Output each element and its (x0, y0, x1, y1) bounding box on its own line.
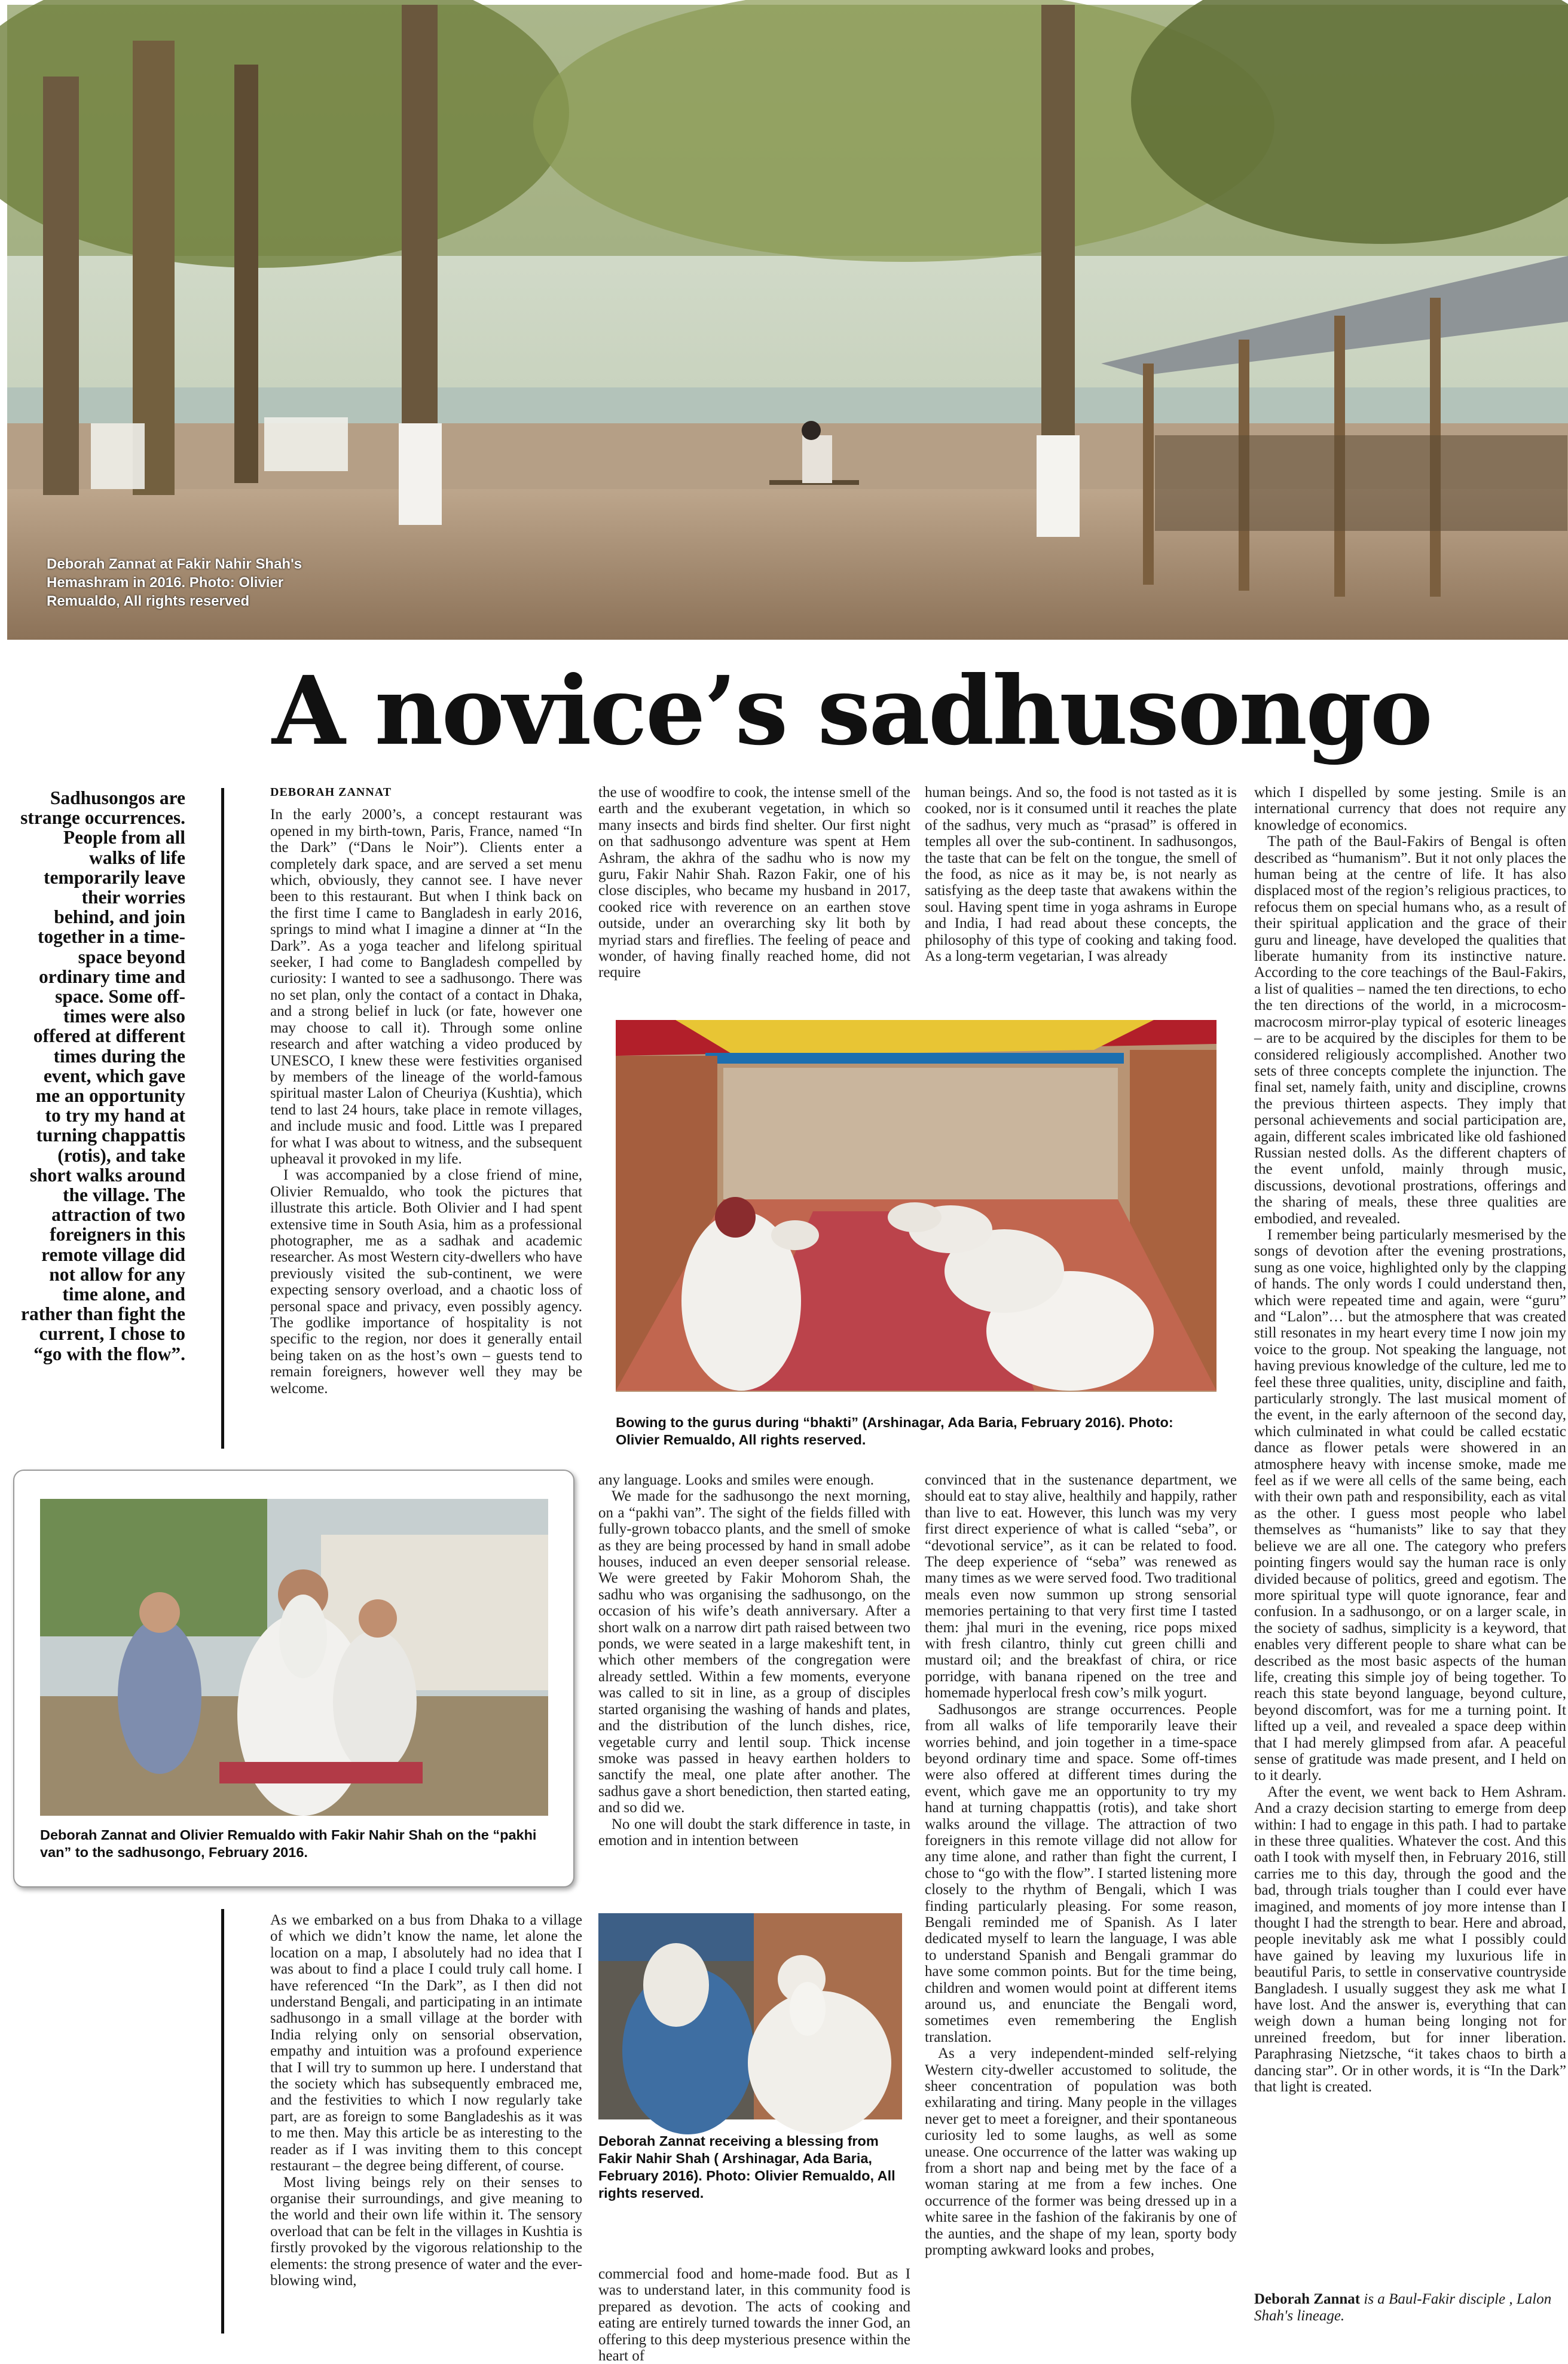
paragraph: In the early 2000’s, a concept restaurant was opened in my birth-town, Paris, France, named “In the Dark” (“Dans le Noir”). Clients enter a completely dark space, and are served a set menu which, obviously, they cannot see. I have never been to this restaurant. But when I think back on the first time I came to Bangladesh in early 2016, springs to mind what I imagine a dinner at “In the Dark”. As a yoga teacher and lifelong spiritual seeker, I had come to Bangladesh compelled by curiosity: I wanted to see a sadhusongo. There was no set plan, only the contact of a contact in Dhaka, and a strong belief in luck (or fate, however one may choose to call it). Through some online research and after watching a video produced by UNESCO, I knew these were festivities organised by members of the lineage of the world-famous spiritual master Lalon of Cheuriya (Kushtia), which tend to last 24 hours, take place in remote villages, and include music and food. Little was I prepared for what I was about to witness, and the subsequent upheaval it provoked in my life. (270, 807, 582, 1167)
paragraph: human beings. And so, the food is not tasted as it is cooked, nor is it consumed until it reaches the plate of the sadhus, very much as “prasad” is offered in temples all over the sub-continent. In sadhusongos, the taste that can be felt on the tongue, the smell of the food, as nice as it may be, is not nearly as satisfying as the deep taste that awakens within the soul. Having spent time in yoga ashrams in Europe and India, I had read about these concepts, the philosophy of this type of cooking and taking food. As a long-term vegetarian, I was already (925, 784, 1237, 965)
column-5 (1254, 784, 1566, 2312)
lower-column-2b (598, 2266, 910, 2364)
column-1 (270, 784, 582, 1455)
paragraph: Sadhusongos are strange occurrences. People from all walks of life temporarily leave their worries behind, and join together in a time-space beyond ordinary time and space. Some off-times were also offered at different times during the event, which gave me an opportunity to try my hand at turning chappattis (rotis), and take short walks around the village. The attraction of two foreigners in this remote village did not allow for any time alone, and rather than fight the current, I chose to “go with the flow”. I started listening more closely to the rhythm of Bengali, which I was finding particularly pleasing. For some reason, Bengali reminded me of Spanish. As I later dedicated myself to learn the language, I was able to understand Spanish and Bengali grammar do have some common points. But for the time being, children and women would point at different items around us, and enunciate the Bengali word, sometimes even remembering the English translation. (925, 1701, 1237, 2045)
pakhi-van-photo-illustration (40, 1499, 548, 1816)
lower-column-rule (221, 1909, 224, 2334)
pakhi-van-photo (40, 1499, 548, 1816)
paragraph: I was accompanied by a close friend of mine, Olivier Remualdo, who took the pictures that illustrate this article. Both Olivier and I had spent extensive time in South Asia, him as a professional photographer, me as a sadhak and academic researcher. As most Western city-dwellers who have previously visited the sub-continent, we were expecting sensory overload, and a chaotic loss of personal space and privacy, even possibly agency. The godlike importance of hospitality is not specific to the region, nor does it generally entail being taken on as the host’s own – guests tend to remain foreigners, however well they may be welcome. (270, 1167, 582, 1397)
paragraph: No one will doubt the stark difference in taste, in emotion and in intention between (598, 1816, 910, 1849)
paragraph: which I dispelled by some jesting. Smile is an international currency that does not require any knowledge of economics. (1254, 784, 1566, 833)
author-name: Deborah Zannat (1254, 2291, 1361, 2307)
paragraph: As we embarked on a bus from Dhaka to a village of which we didn’t know the name, let alone the location on a map, I absolutely had no idea that I was about to find a place I could truly call home. I have referenced “In the Dark”, as I then did not understand Bengali, and participating in an intimate sadhusongo in a small village at the border with India relying only on sensorial observation, empathy and intuition was a profound experience that I will try to summon up here. I understand that the society which has subsequently embraced me, and the festivities to which I now regularly take part, are as foreign to some Bangladeshis as it was to me then. May this article be as interesting to the reader as if I was inviting them to this concept restaurant – the degree being different, of course. (270, 1912, 582, 2174)
paragraph: We made for the sadhusongo the next morning, on a “pakhi van”. The sight of the fields filled with fully-grown tobacco plants, and the smell of smoke as they are being processed by hand in small adobe houses, induced an even deeper sensorial release. We were greeted by Fakir Mohorom Shah, the sadhu who was organising the sadhusongo, on the occasion of his wife’s death anniversary. After a short walk on a narrow dirt path raised between two ponds, we were seated in a large makeshift tent, in which other members of the congregation were already settled. Within a few moments, everyone was called to sit in line, as a group of disciples started organising the washing of hands and plates, and the distribution of the lunch dishes, rice, vegetable curry and lentil soup. Thick incense smoke was passed in heavy earthen holders to sanctify the meal, one plate after another. The sadhus gave a short benediction, then started eating, and so did we. (598, 1488, 910, 1816)
paragraph: Most living beings rely on their senses to organise their surroundings, and give meaning to the world and their own life within it. The sensory overload that can be felt in the villages in Kushtia is firstly provoked by the vigorous relationship to the elements: the strong presence of water and the ever-blowing wind, (270, 2174, 582, 2289)
lower-column-2a (598, 1472, 910, 1896)
lower-column-3 (925, 1472, 1237, 2334)
column-3 (925, 784, 1237, 988)
paragraph: The path of the Baul-Fakirs of Bengal is often described as “humanism”. But it not only places the human being at the centre of life. It has also displaced most of the region’s religious practices, to refocus them on special humans who, as a result of their spiritual application and the grace of their guru and lineage, have developed the qualities that liberate humanity from its instinctive nature. According to the core teachings of the Baul-Fakirs, a list of qualities – named the ten directions, to echo the ten directions of the world, in a microcosm-macrocosm mirror-play typical of esoteric lineages – are to be acquired by the disciples for them to be considered religiously accomplished. Another two sets of three concepts complete the injunction. The final set, namely faith, unity and discipline, crowns the previous thirteen aspects. They imply that personal achievements and social participation are, again, different scales imbricated like old fashioned Russian nested dolls. As the different chapters of the event unfold, mainly through music, discussions, devotional prostrations, offerings and the sharing of meals, these three qualities are embodied, and revealed. (1254, 833, 1566, 1227)
paragraph: commercial food and home-made food. But as I was to understand later, in this community food is prepared as devotion. The acts of cooking and eating are entirely turned towards the inner God, an offering to this deep mysterious presence within the heart of (598, 2266, 910, 2364)
lower-column-1 (270, 1912, 582, 2334)
paragraph: the use of woodfire to cook, the intense smell of the earth and the exuberant vegetation, in which so many insects and birds find shelter. Our first night on that sadhusongo adventure was spent at Hem Ashram, the akhra of the sadhu who is now my guru, Fakir Nahir Shah. Razon Fakir, one of his close disciples, who became my husband in 2017, cooked rice with reverence on an earthen stove outside, under an overarching sky lit both by myriad stars and fireflies. The feeling of peace and wonder, of having finally reached home, did not require (598, 784, 910, 981)
pull-quote-rule (221, 788, 224, 1449)
author-bio-text: is a Baul-Fakir disciple , Lalon Shah's lineage. (1254, 2291, 1552, 2324)
bhakti-caption: Bowing to the gurus during “bhakti” (Arshinagar, Ada Baria, February 2016). Photo: Olivier Remualdo, All rights reserved. (616, 1415, 1173, 1447)
paragraph: I remember being particularly mesmerised by the songs of devotion after the evening prostrations, sung as one voice, highlighted only by the clapping of hands. The only words I could understand then, which were repeated time and again, were “guru” and “Lalon”… but the atmosphere that was created still resonates in my heart every time I now join my voice to the group. Not speaking the language, not having previous knowledge of the culture, led me to feel these three qualities, unity, discipline and faith, particularly strongly. The last musical moment of the event, in the early afternoon of the second day, which culminated in what could be called ecstatic dance as flower petals were showered in an atmosphere heavy with incense smoke, made me feel as if we were all cells of the same being, each with their own path and responsibility, each as vital as the other. I guess most people who label themselves as “humanists” like to say that they believe we are all one. The category who prefers pointing fingers would say the human race is only divided because of politics, greed and egotism. The more spiritual type will quote ignorance, fear and confusion. In a sadhusongo, or on a larger scale, in the society of sadhus, simplicity is a keyword, that enables very different people to share what can be described as the most basic aspects of the human life, creating this simple joy of being together. To reach this state beyond language, beyond culture, beyond discomfort, was for me a turning point. It lifted up a veil, and revealed a space deep within that I had merely glimpsed from afar. A peaceful sense of gratitude was made present, and I held on to it dearly. (1254, 1226, 1566, 1784)
hero-photo (7, 5, 1568, 640)
hero-caption: Deborah Zannat at Fakir Nahir Shah's Hemashram in 2016. Photo: Olivier Remualdo, All rights reserved (47, 556, 302, 609)
bhakti-photo (616, 1020, 1217, 1392)
byline: DEBORAH ZANNAT (270, 786, 392, 799)
author-bio (1254, 2291, 1566, 2325)
paragraph: convinced that in the sustenance department, we should eat to stay alive, healthily and happily, rather than live to eat. However, this lunch was my very first direct experience of what is called “seba”, or “devotional service”, as it can be related to food. The deep experience of “seba” was renewed as many times as we were served food. Two traditional meals even now summon up strong sensorial memories pertaining to that very first time I tasted them: jhal muri in the evening, rice pops mixed with fresh cilantro, thinly cut green chilli and mustard oil; and the breakfast of chira, or rice porridge, with banana ripened on the tree and homemade hyperlocal fresh cow’s milk yogurt. (925, 1472, 1237, 1702)
pakhi-van-box (13, 1470, 574, 1887)
paragraph: As a very independent-minded self-relying Western city-dweller accustomed to solitude, the sheer concentration of population was both exhilarating and tiring. Many people in the villages never get to meet a foreigner, and their spontaneous curiosity led to some laughs, as well as some unease. One occurrence of the latter was waking up from a short nap and being met by the face of a woman staring at me from a few inches. One occurrence of the former was being dressed up in a white saree in the fashion of the fakiranis by one of the aunties, and the shape of my lean, sporty body prompting awkward looks and probes, (925, 2045, 1237, 2259)
hero-photo-illustration (7, 5, 1568, 640)
blessing-photo (598, 1913, 902, 2119)
bhakti-photo-illustration (616, 1020, 1217, 1392)
pull-quote: Sadhusongos are strange occurrences. People from all walks of life temporarily leave their worries behind, and join together in a time-space beyond ordinary time and space. Some off-times were also offered at different times during the event, which gave me an opportunity to try my hand at turning chappattis (rotis), and take short walks around the village. The attraction of two foreigners in this remote village did not allow for any time alone, and rather than fight the current, I chose to “go with the flow”. (20, 787, 185, 1364)
paragraph: any language. Looks and smiles were enough. (598, 1472, 874, 1488)
paragraph: After the event, we went back to Hem Ashram. And a crazy decision starting to emerge from deep within: I had to engage in this path. I had to partake in these three qualities. Whatever the cost. And this oath I took with myself then, in February 2016, still carries me to this day, through the good and the bad, through trials tougher than I could ever have imagined, and moments of joy more intense than I thought I had the strength to bear. Here and abroad, people inevitably ask me what I possibly could have gained by leaving my luxurious life in beautiful Paris, to settle in conservative countryside Bangladesh. I usually suggest they ask me what I have lost. And the answer is, everything that can weigh down a human being longing not for unreined freedom, but for inner liberation. Paraphrasing Nietzsche, “it takes chaos to birth a dancing star”. Or in other words, it is “In the Dark” that light is created. (1254, 1783, 1566, 2096)
blessing-photo-illustration (598, 1913, 902, 2119)
pakhi-van-caption: Deborah Zannat and Olivier Remualdo with Fakir Nahir Shah on the “pakhi van” to the sadhusongo, February 2016. (40, 1827, 537, 1860)
blessing-caption: Deborah Zannat receiving a blessing from Fakir Nahir Shah ( Arshinagar, Ada Baria, February 2016). Photo: Olivier Remualdo, All rights reserved. (598, 2133, 895, 2201)
headline: A novice’s sadhusongo (272, 656, 1432, 766)
column-2 (598, 784, 910, 988)
